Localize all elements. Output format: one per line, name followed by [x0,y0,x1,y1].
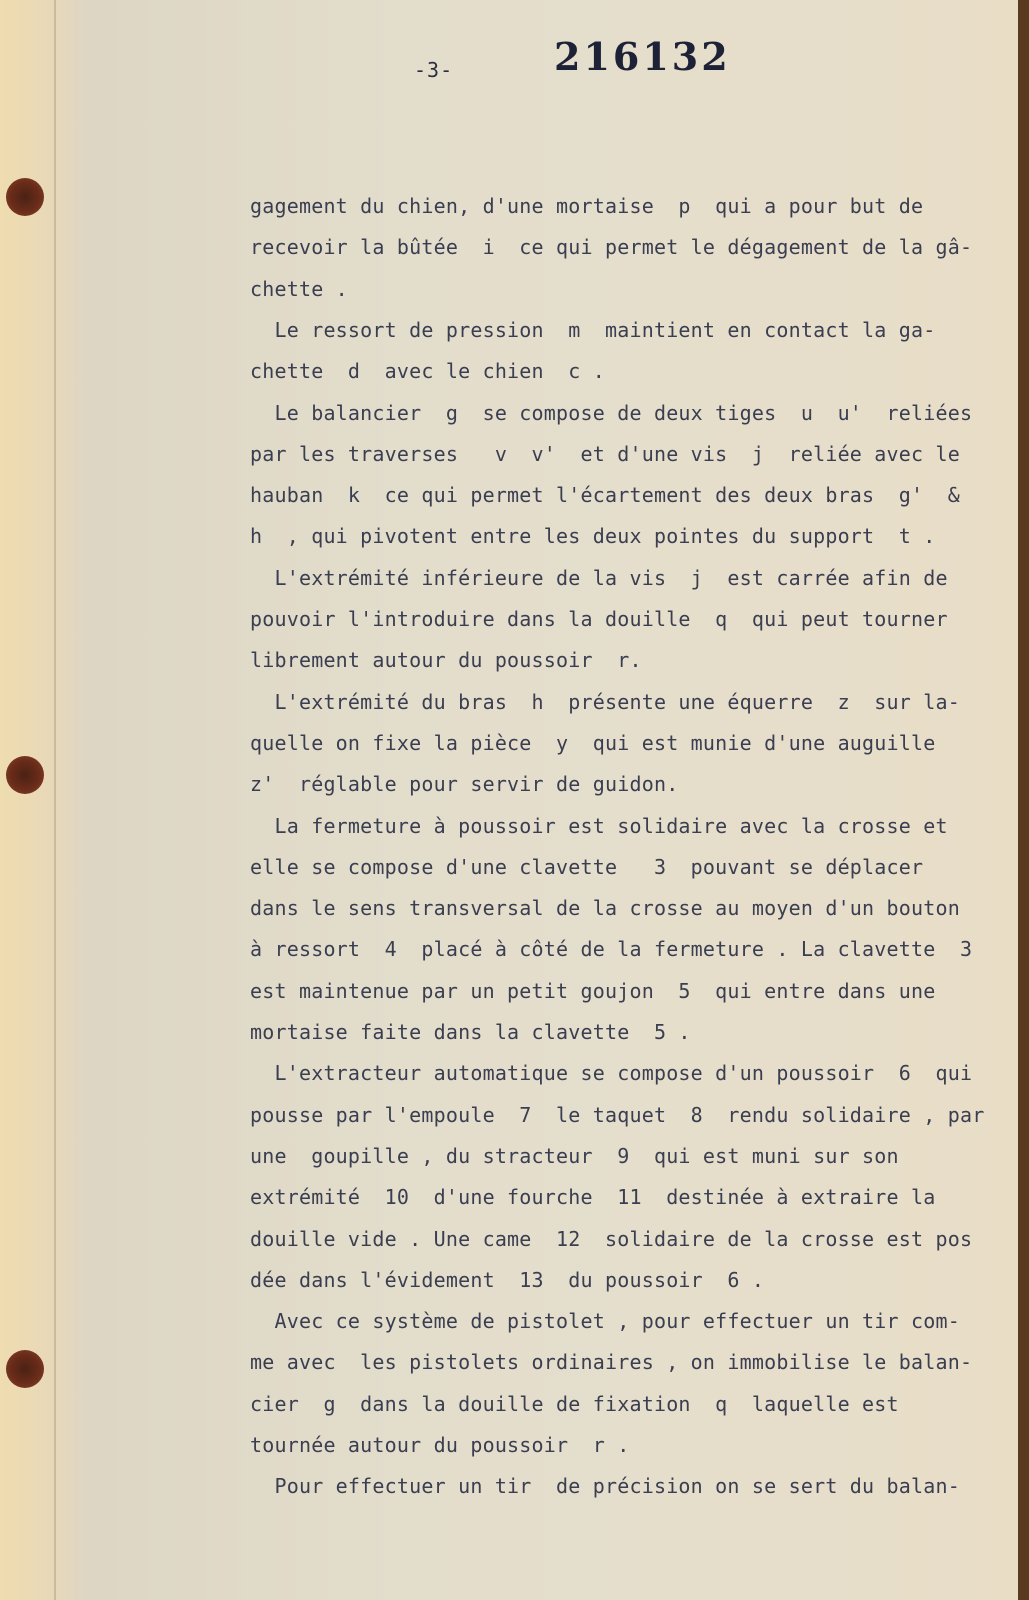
text-line: L'extracteur automatique se compose d'un poussoir 6 qui [250,1061,973,1085]
text-line: dans le sens transversal de la crosse au moyen d'un bouton [250,896,960,920]
text-line: pouvoir l'introduire dans la douille q qui peut tourner [250,607,948,631]
punch-hole [6,756,44,794]
text-line: L'extrémité inférieure de la vis j est carrée afin de [250,566,948,590]
text-line: douille vide . Une came 12 solidaire de la crosse est pos [250,1227,973,1251]
text-line: hauban k ce qui permet l'écartement des deux bras g' & [250,483,960,507]
text-line: recevoir la bûtée i ce qui permet le dégagement de la gâ- [250,235,973,259]
text-line: Pour effectuer un tir de précision on se sert du balan- [250,1474,960,1498]
patent-number: 216132 [554,34,731,79]
text-line: mortaise faite dans la clavette 5 . [250,1020,691,1044]
text-line: une goupille , du stracteur 9 qui est muni sur son [250,1144,899,1168]
text-line: extrémité 10 d'une fourche 11 destinée à extraire la [250,1185,936,1209]
text-line: tournée autour du poussoir r . [250,1433,630,1457]
text-line: elle se compose d'une clavette 3 pouvant se déplacer [250,855,924,879]
page-number: -3- [414,58,454,82]
punch-hole [6,178,44,216]
text-line: quelle on fixe la pièce y qui est munie d'une auguille [250,731,936,755]
text-line: à ressort 4 placé à côté de la fermeture . La clavette 3 [250,937,973,961]
page-fold-line [54,0,56,1600]
text-line: chette d avec le chien c . [250,359,605,383]
text-line: cier g dans la douille de fixation q laquelle est [250,1392,899,1416]
text-line: librement autour du poussoir r. [250,648,642,672]
text-line: z' réglable pour servir de guidon. [250,772,679,796]
text-line: est maintenue par un petit goujon 5 qui entre dans une [250,979,936,1003]
text-line: La fermeture à poussoir est solidaire avec la crosse et [250,814,948,838]
text-line: me avec les pistolets ordinaires , on immobilise le balan- [250,1350,973,1374]
text-line: Le ressort de pression m maintient en contact la ga- [250,318,936,342]
text-line: par les traverses v v' et d'une vis j reliée avec le [250,442,960,466]
text-line: L'extrémité du bras h présente une équerre z sur la- [250,690,960,714]
text-line: gagement du chien, d'une mortaise p qui a pour but de [250,194,924,218]
punch-hole [6,1350,44,1388]
text-line: pousse par l'empoule 7 le taquet 8 rendu solidaire , par [250,1103,985,1127]
text-line: chette . [250,277,348,301]
text-line: dée dans l'évidement 13 du poussoir 6 . [250,1268,765,1292]
text-line: Avec ce système de pistolet , pour effectuer un tir com- [250,1309,960,1333]
text-line: h , qui pivotent entre les deux pointes du support t . [250,524,936,548]
text-line: Le balancier g se compose de deux tiges u u' reliées [250,401,973,425]
